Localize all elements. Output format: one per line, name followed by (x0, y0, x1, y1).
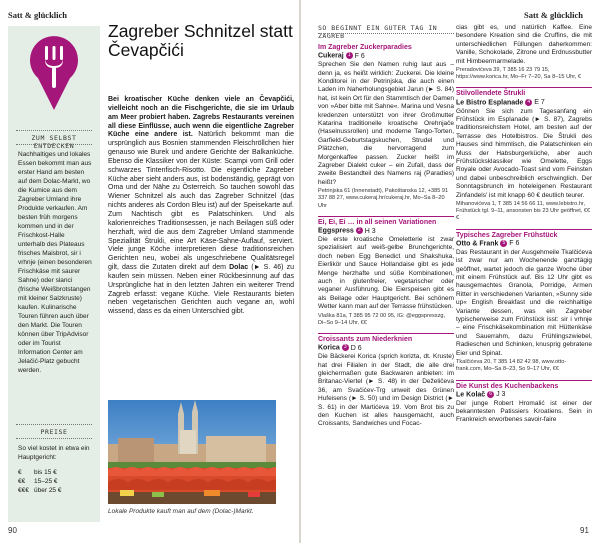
listing-address: Preradovićeva 39, T 385 16 23 79 15, https://www.korica.hr, Mo–Fr 7–20, Sa 8–15 Uhr, € (456, 67, 581, 81)
running-head-left: Satt & glücklich (8, 10, 68, 20)
listing-address: Vlaška 81a, T 385 95 72 00 95, IG: @eggspresszg, Di–So 9–14 Uhr, €€ (318, 312, 446, 326)
listing-name[interactable]: Eggspress 2 H 3 (318, 227, 376, 235)
listing-entry (456, 380, 592, 425)
listing-entry (318, 42, 454, 210)
article-title: Zagreber Schnitzel statt Čevapčići (108, 21, 293, 60)
listing-entry (318, 216, 454, 327)
listing-text: Die erste kroatische Omeletterie ist zwar spezialisiert auf weiß-gelbe Brunchgerichte, doch neben Egg Benedict und Shakshuka, Eierlikör und Sauce Hollandaise gibt es jede Menge herzhafte und süße Kombinationen, auch in glutenfreier, vegetarischer oder veganer Ausführung. Die Eierspeisen gibt es als Beilage oder Hauptgericht. Bei schönem Wetter kann man auf der Terrasse frühstücken. (318, 236, 454, 311)
map-ref[interactable]: 3 D 6 (342, 345, 362, 352)
article-paragraph: Natürlich bekommt man die ursprünglich aus Bosnien stammenden Fleischröllchen hier genauso wie Burek und andere Gerichte der Balkanküche. Ebenso die Klassiker von der Küste: Scampi vom Grill oder schwarzes Tintenfisch-Risotto. Die eigentliche Zagreber Küche aber sieht anders aus, ist bodenständig, geprägt von Oma und der Nähe zu Österreich. So tauchen sowohl das Wiener Schnitzel als auch das Zagreber Schnitzel (das nichts anderes als Cordon Bleu ist) auf der Speisekarte auf. Zum Nachtisch gibt es Palatschinken. Und als kalorienreiches Traditionsessen, je nach Beilagen süß oder herzhaft, wird die aus dem Zagreber Umland stammende Spezialität Štrukli, eine Art Käse-Sahne-Auflauf, serviert. Viele junge Köche interpretieren diese traditionsreichen Gerichten neu, wobei als ungeschriebene Qualitätsregel gilt, dass die Zutaten direkt auf dem (108, 131, 294, 272)
map-pin-icon: 3 (342, 344, 349, 351)
listing-name[interactable]: Le Kolač 6 J 3 (456, 390, 506, 399)
price-row: €€ 15–25 € (18, 478, 58, 485)
map-pin-icon: 2 (356, 227, 363, 234)
listing-entry (456, 229, 592, 374)
map-ref[interactable]: 1 F 6 (346, 53, 365, 60)
map-pin-icon: 5 (500, 240, 507, 247)
listing-address: Petrinjska 61 (Innenstadt), Pakoštanska 12, +385 91 337 88 27, www.cukeraj.hr/cukeraj.hr, Mo–Sa 8–20 Uhr (318, 188, 449, 209)
listing-name[interactable]: Cukeraj 1 F 6 (318, 52, 365, 60)
map-ref[interactable]: 6 J 3 (487, 391, 505, 398)
listing-column-b (456, 24, 592, 431)
listing-category: Die Kunst des Kuchenbackens (456, 380, 592, 391)
map-ref[interactable]: 2 H 3 (356, 228, 376, 235)
listing-address: Tkalčićeva 20, T 385 14 82 42 98, www.otto-frank.com, Mo–Sa 8–23, So 9–17 Uhr, €€ (456, 359, 567, 373)
listing-text: Gönnen Sie sich zum Tagesanfang ein Frühstück im Esplanade (► S. 87), Zagrebs traditionsreichstem Hotel, am besten auf der Terrasse des Hotelbistros. Die Štrukli des Hauses sind himmlisch, die Palatschinken ein Muss der Habsburgerküche, aber auch Frühstücksklassiker wie Omelette, Eggs Royale oder Avocado-Toast sind vom Feinsten und dabei unbeschreiblich erschwinglich. Der Sonntagsbrunch im hoteleigenen Restaurant Zinfandels' ist mit knapp 60 € deutlich teurer. (456, 107, 592, 199)
listing-name[interactable]: Korica 3 D 6 (318, 344, 362, 352)
map-ref[interactable]: 5 F 6 (500, 240, 519, 247)
listing-entry (318, 333, 454, 429)
listing-column-a (318, 38, 454, 435)
listing-text: Das Restaurant in der Ausgehmeile Tkalčićeva ist zwar nur am Wochenende ganztägig geöffnet, wartet jedoch die ganze Woche über mit einem Frühstück auf. Bis 12 Uhr gibt es hausgemachtes Granola, Porridge, Armen Ritter in verschiedenen Varianten, »Sunny side up« English Breakfast und die reichhaltige Variante dessen, was ein Zagreber typischerweise zum Frühstück isst: sir i vrhnje – eine Frischkäsekombination mit Hüttenkäse und Sauerrahm, dazu Frühlingszwiebel, Radieschen und Schinken, knusprig gebratene Eier und Spinat. (456, 248, 592, 357)
listing-text: Sprechen Sie den Namen ruhig laut aus – denn ja, es heißt wirklich: Zuckerei. Die kleine Konditorei in der Petrinjska, die auch einen Laden im Naherholungsgebiet Jarun (► S. 84) hat, ist kein Ort für den Stammtisch der Damen von »Aber bitte mit Sahne«. Marina und Vesna kredenzen unterstützt von ihrer Großmutter Katarina traditionelle kroatische Orehnjače (Haselnussrollen) und moderne Tango-Torten, Garfield-Geburtstagskuchen, Strudel und Plätzchen, die hervorragend zum Morgenkaffee passen. Zucker heißt im Zagreber Dialekt cuker – ein Zufall, dass der zweite Bestandteil des Namens raj (Paradies) heißt? (318, 61, 454, 186)
listing-name[interactable]: Otto & Frank 5 F 6 (456, 240, 520, 248)
map-ref[interactable]: 4 E 7 (525, 99, 544, 106)
sidebar-text: Nachhaltiges und lokales Essen bekommt man aus erster Hand am besten auf dem Dolac-Markt, wo die Kumice aus dem Zagreber Umland ihre Produkte verkaufen. Am besten früh morgens kommen und in der Frischkost-Halle unterhalb des Plateaus frisches Maisbrot, sir i vrhnje (einen besonderen Frischkäse mit saurer Sahne) oder slanci (frische Weißbrotstangen mit kleiner Salzkruste) kaufen. Kulinarische Touren führen auch über den Markt. Die Touren können über TripAdvisor oder im Tourist Information Center am Jelačić-Platz gebucht werden. (18, 151, 92, 374)
listing-entry (456, 87, 592, 222)
running-head-right: Satt & glücklich (524, 10, 584, 20)
sidebar-heading: ZUM SELBST ENTDECKEN (31, 134, 77, 150)
listing-text: Der junge Robert Hromalić ist einer der bekanntesten Patissiers Kroatiens. Sein in Frankreich erworbenes savoir-faire (456, 399, 592, 424)
listing-entry (456, 24, 592, 81)
listing-address: Mihanovićeva 1, T 385 14 56 66 11, www.lebistro.hr, Frühstück tgl. 9–11, ansonsten bis 23 Uhr geöffnet, €€€ (456, 201, 591, 222)
page-number-left: 90 (8, 526, 17, 535)
listing-category: Stilvollendete Štrukli (456, 87, 592, 98)
column-heading: SO BEGINNT EIN GUTER TAG IN ZAGREB (318, 24, 438, 40)
listing-text: cias gibt es, und natürlich Kaffee. Eine besondere Kreation sind die Cruffins, die mit unterschiedlichen Füllungen daherkommen: Vanille, Schokolade, Zitrone und Erdnussbutter mit Himbeermarmelade. (456, 24, 592, 65)
dolac-link[interactable]: Dolac (229, 264, 249, 272)
price-row: €€€ über 25 € (18, 487, 62, 494)
prices-intro: So viel kostet in etwa ein Hauptgericht: (18, 445, 90, 461)
price-row: € bis 15 € (18, 469, 57, 476)
column-heading-rule (318, 33, 454, 34)
map-pin-icon: 1 (346, 52, 353, 59)
listing-name[interactable]: Le Bistro Esplanade 4 E 7 (456, 98, 545, 107)
listing-category: Typisches Zagreber Frühstück (456, 229, 592, 240)
map-pin-icon: 4 (525, 99, 532, 106)
photo-caption: Lokale Produkte kauft man auf dem (Dolac-)Markt. (108, 508, 254, 515)
article-paragraph: (► S. 46) zu kaufen sein müssen. Neben einer Rückbesinnung auf das Ursprüngliche hat in den letzten Jahren ein weiterer Trend Zagreb erfasst: vegane Küche. Viele Restaurants bieten neben vegetarischen Gerichten auch vegane an, wohl wissend, dass es da einen Unterschied gibt. (108, 264, 294, 316)
map-pin-icon: 6 (487, 391, 494, 398)
listing-category: Im Zagreber Zuckerparadies (318, 44, 412, 51)
listing-category: Ei, Ei, Ei … in all seinen Variationen (318, 216, 454, 227)
listing-text: Die Bäckerei Korica (sprich korizta, dt. Kruste) hat drei Filialen in der Stadt, die alle drei gleichermaßen gute Backwaren anbieten: im Britanac-Viertel (► S. 48) in der Deželičeva 36, am Svačićev-Trg unweit des Grünen Hufeisens (► S. 50) und im Design District (► S. 61) in der Martićeva 19. Vom Brot bis zu den Kuchen ist alles hausgemacht, auch Croissants, Sandwiches und Focac- (318, 353, 454, 428)
prices-heading: PREISE (40, 428, 68, 436)
article-lead: Bei kroatischer Küche denken viele an Čevapčići, vielleicht noch an die Fischgerichte, die sie im Urlaub am Meer probiert haben. Zagrebs Restaurants vereinen all diese Einflüsse, auch wenn die eigentliche Zagreber Küche eine andere ist. (108, 96, 294, 139)
listing-category: Croissants zum Niederknien (318, 333, 454, 344)
page-number-right: 91 (580, 526, 589, 535)
